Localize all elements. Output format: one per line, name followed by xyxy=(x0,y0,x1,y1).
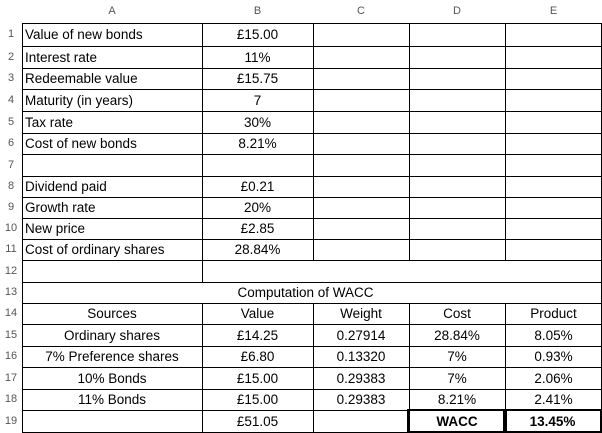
column-header-c[interactable]: C xyxy=(313,0,409,23)
cell-a10[interactable]: New price xyxy=(25,221,86,236)
table-row-source[interactable]: 10% Bonds xyxy=(77,370,147,386)
select-all-corner[interactable] xyxy=(0,0,22,23)
wacc-value[interactable]: 13.45% xyxy=(503,409,602,433)
table-row-value[interactable]: £6.80 xyxy=(240,349,275,364)
row-header-14[interactable]: 14 xyxy=(4,307,18,319)
cell-b3[interactable]: £15.75 xyxy=(236,71,279,86)
table-row-product[interactable]: 2.41% xyxy=(534,392,573,407)
row-header-12[interactable]: 12 xyxy=(4,265,18,277)
table-row-weight[interactable]: 0.13320 xyxy=(336,349,386,364)
header-product[interactable]: Product xyxy=(530,306,577,321)
header-weight[interactable]: Weight xyxy=(340,306,382,321)
cell-b1[interactable]: £15.00 xyxy=(236,27,279,42)
row-header-7[interactable]: 7 xyxy=(7,159,15,171)
header-cost[interactable]: Cost xyxy=(443,306,471,321)
grid-line xyxy=(313,23,314,260)
cell-b8[interactable]: £0.21 xyxy=(240,179,275,194)
grid-line xyxy=(22,154,602,155)
table-row-source[interactable]: 11% Bonds xyxy=(77,392,147,407)
cell-a4[interactable]: Maturity (in years) xyxy=(25,92,134,108)
table-row-cost[interactable]: 28.84% xyxy=(434,327,480,343)
row-header-8[interactable]: 8 xyxy=(7,180,15,192)
header-value[interactable]: Value xyxy=(240,306,275,321)
row-header-17[interactable]: 17 xyxy=(4,372,18,384)
header-sources[interactable]: Sources xyxy=(87,306,137,321)
cell-b9[interactable]: 20% xyxy=(243,200,272,215)
table-row-value[interactable]: £15.00 xyxy=(236,370,279,386)
grid-line xyxy=(505,23,506,260)
cell-b5[interactable]: 30% xyxy=(243,114,272,130)
cell-b11[interactable]: 28.84% xyxy=(234,242,281,257)
row-header-1[interactable]: 1 xyxy=(7,28,15,40)
grid-line xyxy=(409,23,410,260)
row-header-16[interactable]: 16 xyxy=(4,350,18,362)
table-row-weight[interactable]: 0.29383 xyxy=(336,370,386,386)
table-row-product[interactable]: 0.93% xyxy=(534,349,573,364)
table-row-product[interactable]: 8.05% xyxy=(534,327,573,343)
table-row-product[interactable]: 2.06% xyxy=(534,370,573,386)
cell-b4[interactable]: 7 xyxy=(253,92,262,108)
row-header-18[interactable]: 18 xyxy=(4,393,18,405)
cell-b2[interactable]: 11% xyxy=(244,49,271,65)
cell-a3[interactable]: Redeemable value xyxy=(25,71,138,86)
row-header-10[interactable]: 10 xyxy=(4,222,18,234)
table-row-value[interactable]: £15.00 xyxy=(236,392,279,407)
table-row-cost[interactable]: 7% xyxy=(447,349,467,364)
row-header-5[interactable]: 5 xyxy=(7,116,15,128)
row-header-11[interactable]: 11 xyxy=(5,243,17,255)
row-header-3[interactable]: 3 xyxy=(7,72,15,84)
cell-a6[interactable]: Cost of new bonds xyxy=(25,136,137,151)
cell-a11[interactable]: Cost of ordinary shares xyxy=(25,242,165,257)
table-row-cost[interactable]: 7% xyxy=(447,370,467,386)
row-header-9[interactable]: 9 xyxy=(7,201,15,213)
row-header-19[interactable]: 19 xyxy=(4,415,18,427)
wacc-label[interactable]: WACC xyxy=(407,409,507,433)
table-row-value[interactable]: £14.25 xyxy=(236,327,279,343)
cell-a8[interactable]: Dividend paid xyxy=(25,179,107,194)
column-header-e[interactable]: E xyxy=(505,0,602,23)
cell-a1[interactable]: Value of new bonds xyxy=(25,27,143,42)
row-header-4[interactable]: 4 xyxy=(7,94,15,106)
cell-b10[interactable]: £2.85 xyxy=(240,221,275,236)
column-header-a[interactable]: A xyxy=(22,0,202,23)
column-header-d[interactable]: D xyxy=(409,0,505,23)
total-value[interactable]: £51.05 xyxy=(236,414,279,429)
cell-a5[interactable]: Tax rate xyxy=(25,114,74,130)
table-row-weight[interactable]: 0.27914 xyxy=(336,327,386,343)
table-row-weight[interactable]: 0.29383 xyxy=(336,392,386,407)
grid-line xyxy=(202,260,203,282)
cell-b6[interactable]: 8.21% xyxy=(238,136,277,151)
cell-a9[interactable]: Growth rate xyxy=(25,200,96,215)
cell-a2[interactable]: Interest rate xyxy=(25,49,98,65)
row-header-13[interactable]: 13 xyxy=(4,286,18,298)
table-row-cost[interactable]: 8.21% xyxy=(437,392,477,407)
row-header-2[interactable]: 2 xyxy=(7,51,15,63)
table-row-source[interactable]: Ordinary shares xyxy=(63,327,161,343)
grid-line xyxy=(22,260,602,261)
row-header-15[interactable]: 15 xyxy=(4,329,18,341)
wacc-title[interactable]: Computation of WACC xyxy=(237,285,374,300)
row-header-6[interactable]: 6 xyxy=(7,137,15,149)
column-header-b[interactable]: B xyxy=(202,0,313,23)
table-row-source[interactable]: 7% Preference shares xyxy=(45,349,179,364)
